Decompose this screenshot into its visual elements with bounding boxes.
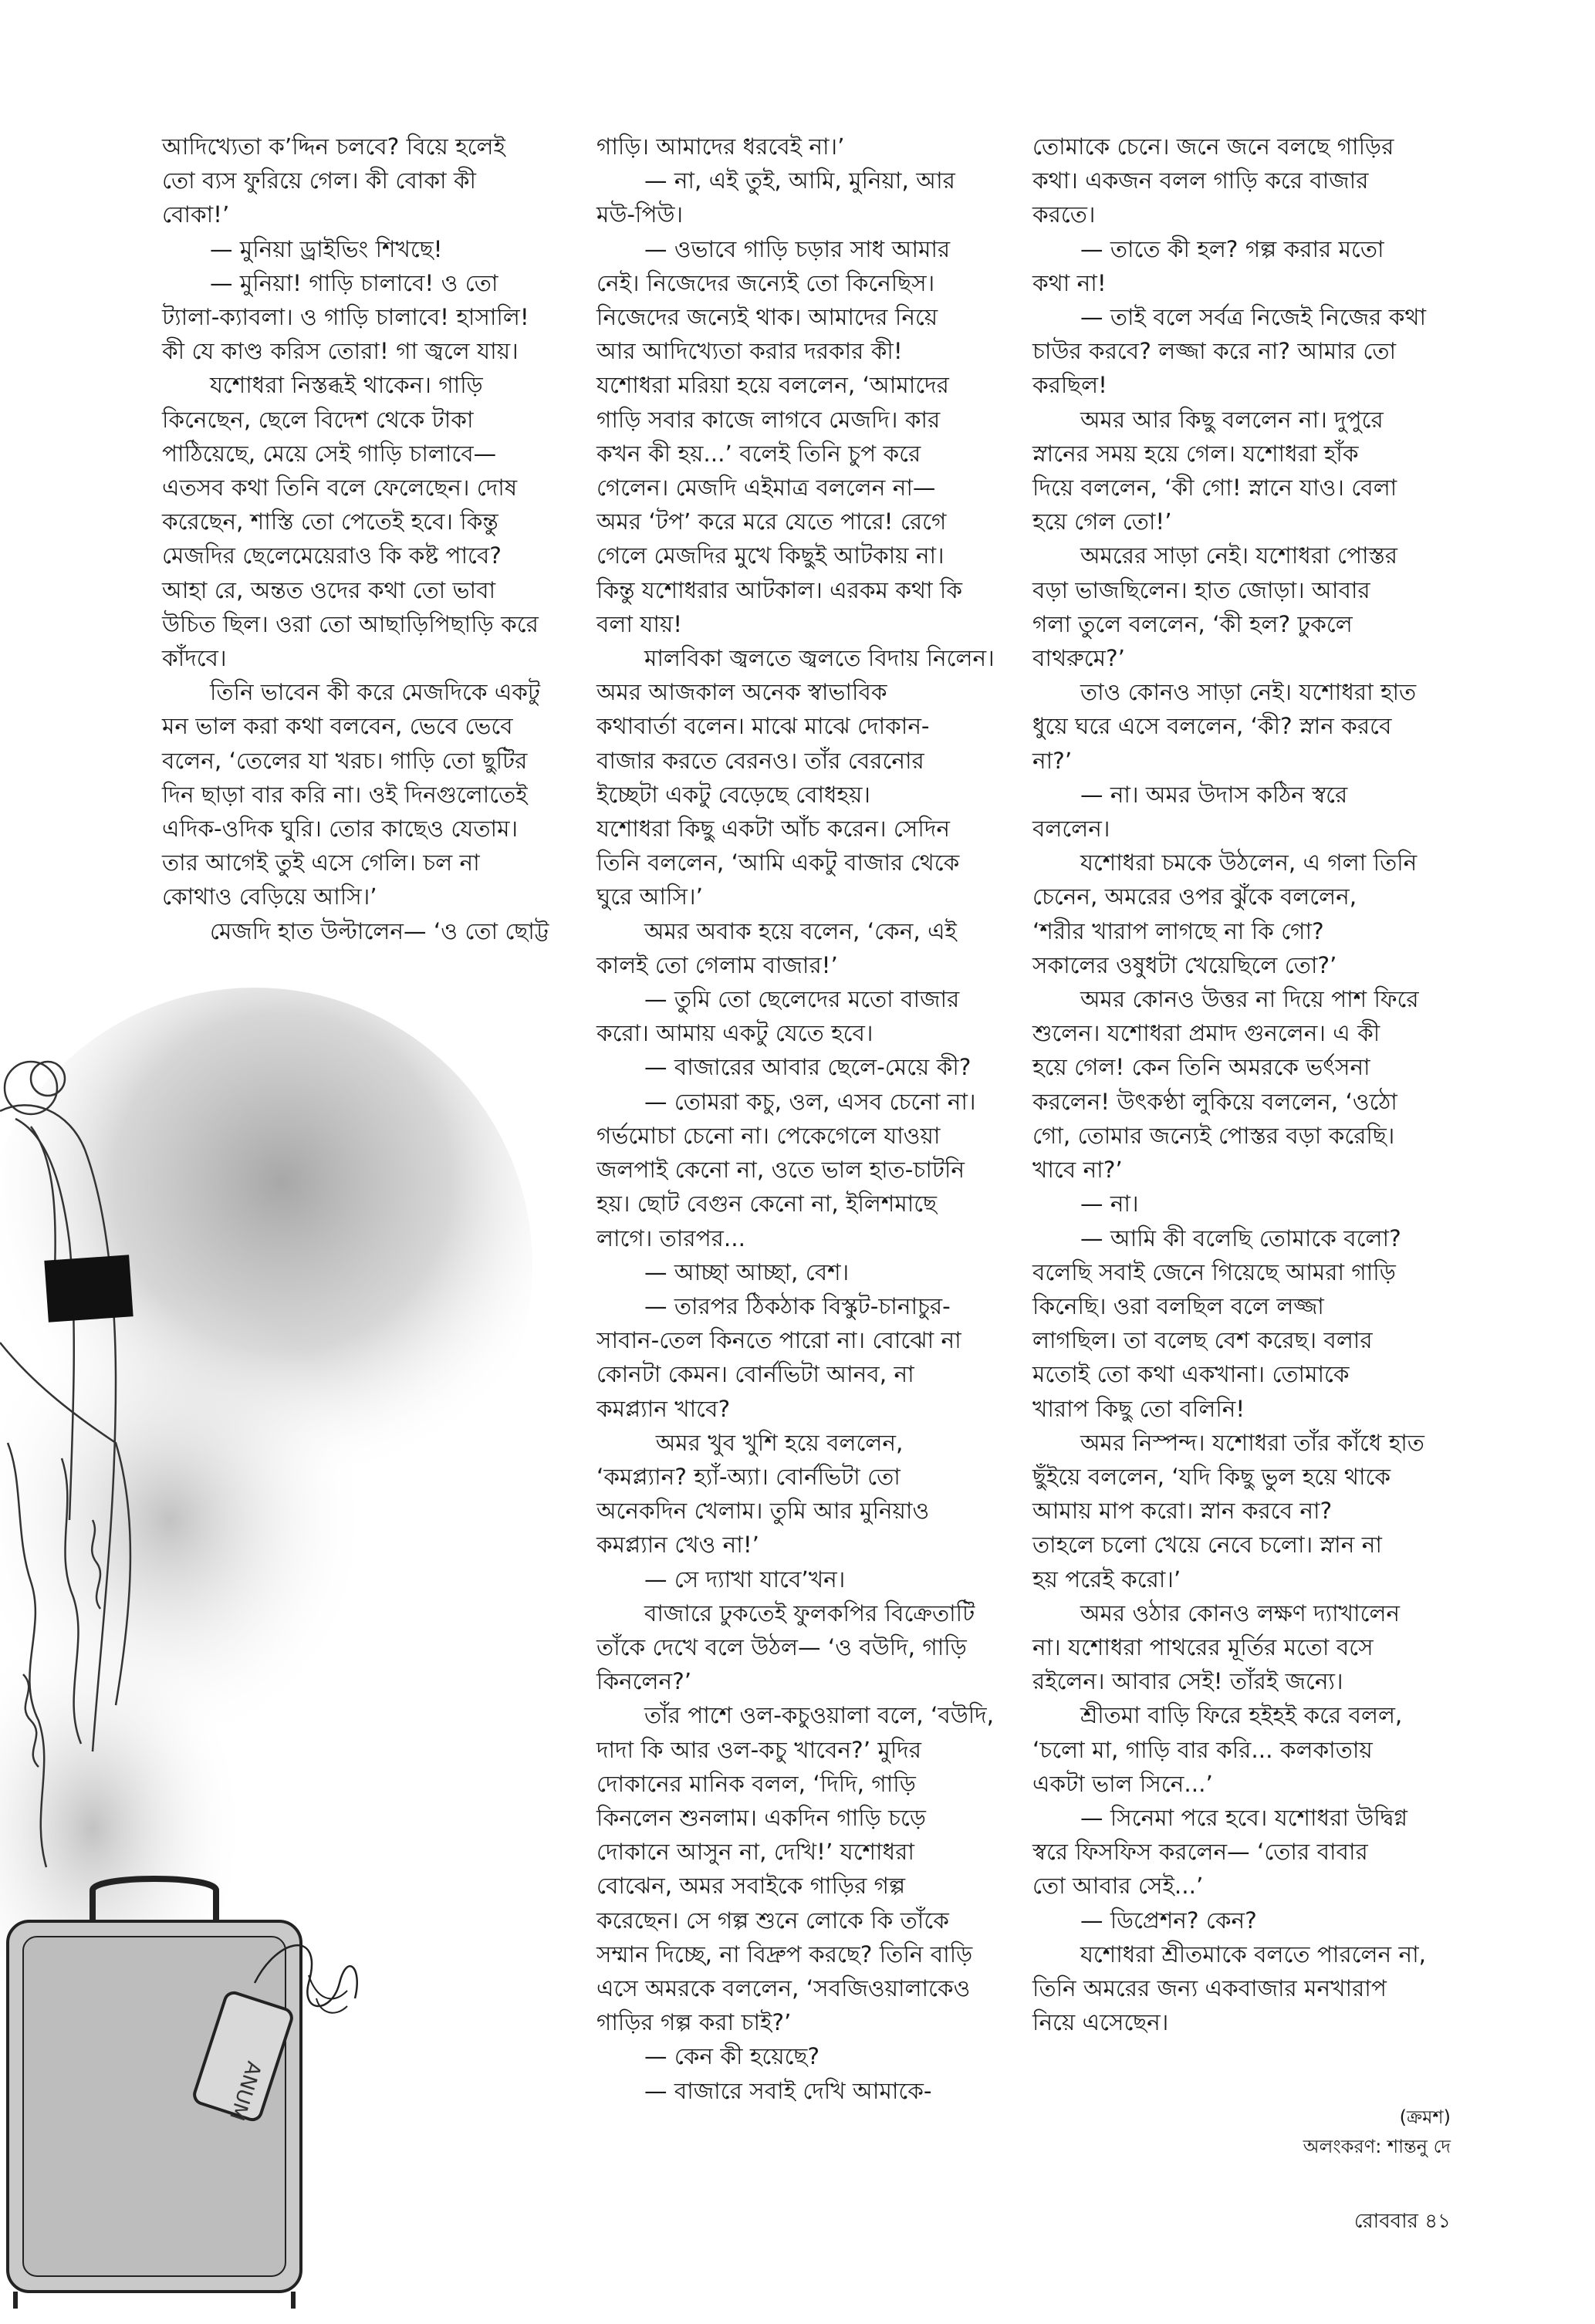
text-line: কিনেছি। ওরা বলছিল বলে লজ্জা bbox=[1032, 1292, 1324, 1319]
text-line: তো আবার সেই...’ bbox=[1032, 1873, 1204, 1900]
text-line: কিনলেন শুনলাম। একদিন গাড়ি চড়ে bbox=[596, 1804, 926, 1831]
text-line: তিনি অমরের জন্য একবাজার মনখারাপ bbox=[1032, 1974, 1387, 2001]
text-line: শুলেন। যশোধরা প্রমাদ গুনলেন। এ কী bbox=[1032, 1020, 1380, 1047]
text-line: সাবান-তেল কিনতে পারো না। বোঝো না bbox=[596, 1327, 961, 1354]
text-line: খাবে না?’ bbox=[1032, 1157, 1123, 1184]
text-line: অমর ওঠার কোনও লক্ষণ দ্যাখালেন bbox=[1080, 1599, 1401, 1626]
text-line: দাদা কি আর ওল-কচু খাবেন?’ মুদির bbox=[596, 1736, 921, 1763]
text-line: চেনেন, অমরের ওপর ঝুঁকে বললেন, bbox=[1032, 883, 1357, 910]
text-line: গলা তুলে বললেন, ‘কী হল? ঢুকলে bbox=[1032, 610, 1353, 637]
text-line: বোঝেন, অমর সবাইকে গাড়ির গল্প bbox=[596, 1873, 906, 1900]
text-line: — বাজারের আবার ছেলে-মেয়ে কী? bbox=[644, 1054, 972, 1081]
text-line: ঘুরে আসি।’ bbox=[596, 883, 703, 910]
text-line: অমর আর কিছু বললেন না। দুপুরে bbox=[1080, 406, 1384, 433]
text-line: কথা না! bbox=[1032, 269, 1107, 296]
text-line: — আচ্ছা আচ্ছা, বেশ। bbox=[644, 1258, 850, 1285]
text-line: করলেন! উৎকণ্ঠা লুকিয়ে বললেন, ‘ওঠো bbox=[1032, 1088, 1397, 1115]
text-line: আমায় মাপ করো। স্নান করবে না? bbox=[1032, 1498, 1333, 1525]
text-line: তাঁকে দেখে বলে উঠল— ‘ও বউদি, গাড়ি bbox=[596, 1633, 967, 1660]
text-line: ‘কমপ্ল্যান? হ্যাঁ-অ্যা। বোর্নভিটা তো bbox=[596, 1463, 901, 1490]
text-line: মেজদি হাত উল্টালেন— ‘ও তো ছোট্ট bbox=[209, 917, 549, 944]
text-line: নেই। নিজেদের জন্যেই তো কিনেছিস। bbox=[596, 269, 935, 296]
text-line: নিয়ে এসেছেন। bbox=[1032, 2009, 1169, 2036]
text-line: পাঠিয়েছে, মেয়ে সেই গাড়ি চালাবে— bbox=[162, 440, 497, 467]
text-line: — তাই বলে সর্বত্র নিজেই নিজের কথা bbox=[1080, 304, 1427, 331]
text-line: কখন কী হয়...’ বলেই তিনি চুপ করে bbox=[596, 440, 921, 467]
continued-label: (ক্রমশ) bbox=[1399, 2106, 1451, 2128]
text-line: — আমি কী বলেছি তোমাকে বলো? bbox=[1080, 1224, 1401, 1252]
text-line: তো ব্যস ফুরিয়ে গেল। কী বোকা কী bbox=[162, 167, 476, 194]
text-line: বাজারে ঢুকতেই ফুলকপির বিক্রেতাটি bbox=[644, 1599, 975, 1626]
text-line: গাড়ির গল্প করা চাই?’ bbox=[596, 2009, 792, 2036]
text-line: কমপ্ল্যান খাবে? bbox=[596, 1395, 731, 1422]
text-line: না?’ bbox=[1032, 747, 1073, 774]
text-line: সম্মান দিচ্ছে, না বিদ্রুপ করছে? তিনি বাড়ি bbox=[596, 1941, 973, 1968]
text-line: ধুয়ে ঘরে এসে বললেন, ‘কী? স্নান করবে bbox=[1032, 713, 1392, 740]
text-line: কোনটা কেমন। বোর্নভিটা আনব, না bbox=[596, 1361, 914, 1388]
text-line: তোমাকে চেনে। জনে জনে বলছে গাড়ির bbox=[1032, 133, 1394, 160]
text-line: — ওভাবে গাড়ি চড়ার সাধ আমার bbox=[644, 235, 951, 262]
text-line: অনেকদিন খেলাম। তুমি আর মুনিয়াও bbox=[596, 1498, 930, 1525]
text-line: দিয়ে বললেন, ‘কী গো! স্নানে যাও। বেলা bbox=[1032, 475, 1397, 502]
text-line: অমর নিস্পন্দ। যশোধরা তাঁর কাঁধে হাত bbox=[1080, 1429, 1424, 1456]
text-line: অমর খুব খুশি হয়ে বললেন, bbox=[655, 1429, 904, 1456]
text-line: লাগে। তারপর... bbox=[596, 1224, 745, 1252]
text-line: — তাতে কী হল? গল্প করার মতো bbox=[1080, 235, 1384, 262]
text-line: মন ভাল করা কথা বলবেন, ভেবে ভেবে bbox=[162, 713, 513, 740]
text-line: দিন ছাড়া বার করি না। ওই দিনগুলোতেই bbox=[162, 781, 528, 808]
text-line: বোকা!’ bbox=[162, 201, 230, 228]
text-line: এদিক-ওদিক ঘুরি। তোর কাছেও যেতাম। bbox=[162, 816, 519, 843]
text-line: তার আগেই তুই এসে গেলি। চল না bbox=[162, 850, 480, 877]
text-line: নিজেদের জন্যেই থাক। আমাদের নিয়ে bbox=[596, 304, 938, 331]
text-line: — ডিপ্রেশন? কেন? bbox=[1080, 1907, 1257, 1934]
text-line: তাও কোনও সাড়া নেই। যশোধরা হাত bbox=[1080, 679, 1417, 706]
text-line: মেজদির ছেলেমেয়েরাও কি কষ্ট পাবে? bbox=[162, 542, 502, 569]
text-line: হয় পরেই করো।’ bbox=[1032, 1566, 1181, 1593]
text-line: গাড়ি। আমাদের ধরবেই না।’ bbox=[596, 133, 845, 160]
text-line: — মুনিয়া ড্রাইভিং শিখছে! bbox=[209, 235, 443, 262]
text-line: এসে অমরকে বললেন, ‘সবজিওয়ালাকেও bbox=[596, 1974, 971, 2001]
text-line: গেলে মেজদির মুখে কিছুই আটকায় না। bbox=[596, 542, 944, 569]
text-line: গেলেন। মেজদি এইমাত্র বললেন না— bbox=[596, 475, 936, 502]
text-line: মালবিকা জ্বলতে জ্বলতে বিদায় নিলেন। bbox=[644, 645, 995, 672]
text-line: কাঁদবে। bbox=[162, 645, 227, 672]
text-line: হয়ে গেল তো!’ bbox=[1032, 508, 1172, 535]
text-line: কিনেছেন, ছেলে বিদেশ থেকে টাকা bbox=[162, 406, 474, 433]
text-line: ইচ্ছেটা একটু বেড়েছে বোধহয়। bbox=[596, 781, 870, 808]
luggage-tag-text: ANUM bbox=[225, 2058, 265, 2123]
text-line: — বাজারে সবাই দেখি আমাকে- bbox=[644, 2077, 932, 2104]
text-line: উচিত ছিল। ওরা তো আছাড়িপিছাড়ি করে bbox=[162, 610, 539, 637]
text-line: গাড়ি সবার কাজে লাগবে মেজদি। কার bbox=[596, 406, 941, 433]
text-line: — সিনেমা পরে হবে। যশোধরা উদ্বিগ্ন bbox=[1080, 1804, 1407, 1831]
text-line: হয়ে গেল! কেন তিনি অমরকে ভর্ৎসনা bbox=[1032, 1054, 1370, 1081]
text-line: গর্ভমোচা চেনো না। পেকেগেলে যাওয়া bbox=[596, 1122, 941, 1149]
text-line: মউ-পিউ। bbox=[596, 201, 683, 228]
text-line: জলপাই কেনো না, ওতে ভাল হাত-চাটনি bbox=[596, 1157, 965, 1184]
text-line: যশোধরা চমকে উঠলেন, এ গলা তিনি bbox=[1080, 850, 1418, 877]
text-line: করেছেন, শাস্তি তো পেতেই হবে। কিন্তু bbox=[162, 508, 498, 535]
illustration-credit: অলংকরণ: শান্তনু দে bbox=[1303, 2136, 1451, 2157]
text-line: ট্যালা-ক্যাবলা। ও গাড়ি চালাবে! হাসালি! bbox=[162, 304, 529, 331]
text-line: — তুমি তো ছেলেদের মতো বাজার bbox=[644, 986, 960, 1013]
text-line: না। যশোধরা পাথরের মূর্তির মতো বসে bbox=[1032, 1633, 1374, 1660]
text-line: কথাবার্তা বলেন। মাঝে মাঝে দোকান- bbox=[596, 713, 930, 740]
text-line: দোকানে আসুন না, দেখি!’ যশোধরা bbox=[596, 1839, 914, 1866]
text-line: অমর আজকাল অনেক স্বাভাবিক bbox=[596, 679, 887, 706]
text-line: কমপ্ল্যান খেও না!’ bbox=[596, 1532, 760, 1559]
text-line: আর আদিখ্যেতা করার দরকার কী! bbox=[596, 338, 903, 365]
text-line: বললেন। bbox=[1032, 816, 1110, 843]
text-line: যশোধরা শ্রীতমাকে বলতে পারলেন না, bbox=[1080, 1941, 1427, 1968]
text-line: — কেন কী হয়েছে? bbox=[644, 2043, 819, 2070]
text-line: লাগছিল। তা বলেছ বেশ করেছ। বলার bbox=[1032, 1327, 1373, 1354]
text-line: — তোমরা কচু, ওল, এসব চেনো না। bbox=[644, 1088, 976, 1115]
text-line: যশোধরা কিছু একটা আঁচ করেন। সেদিন bbox=[596, 816, 950, 843]
text-line: শ্রীতমা বাড়ি ফিরে হইহই করে বলল, bbox=[1080, 1702, 1403, 1729]
text-line: স্নানের সময় হয়ে গেল। যশোধরা হাঁক bbox=[1032, 440, 1359, 467]
text-column-3 bbox=[1032, 130, 1449, 2039]
text-line: বলেছি সবাই জেনে গিয়েছে আমরা গাড়ি bbox=[1032, 1258, 1396, 1285]
text-line: যশোধরা মরিয়া হয়ে বললেন, ‘আমাদের bbox=[596, 372, 949, 399]
text-line: তাহলে চলো খেয়ে নেবে চলো। স্নান না bbox=[1032, 1532, 1382, 1559]
text-line: কিন্তু যশোধরার আটকাল। এরকম কথা কি bbox=[596, 576, 962, 603]
text-line: একটা ভাল সিনে...’ bbox=[1032, 1770, 1213, 1797]
text-line: আদিখ্যেতা ক’দ্দিন চলবে? বিয়ে হলেই bbox=[162, 133, 505, 160]
text-line: সকালের ওষুধটা খেয়েছিলে তো?’ bbox=[1032, 951, 1337, 978]
text-line: করতে। bbox=[1032, 201, 1096, 228]
text-line: খারাপ কিছু তো বলিনি! bbox=[1032, 1395, 1245, 1422]
text-line: ছুঁইয়ে বললেন, ‘যদি কিছু ভুল হয়ে থাকে bbox=[1032, 1463, 1391, 1490]
text-line: বলেন, ‘তেলের যা খরচ। গাড়ি তো ছুটির bbox=[162, 747, 528, 774]
text-line: তিনি ভাবেন কী করে মেজদিকে একটু bbox=[209, 679, 540, 706]
text-line: অমর ‘টপ’ করে মরে যেতে পারে! রেগে bbox=[596, 508, 947, 535]
text-line: কিনলেন?’ bbox=[596, 1668, 692, 1695]
text-line: এতসব কথা তিনি বলে ফেলেছেন। দোষ bbox=[162, 475, 518, 502]
text-line: তিনি বললেন, ‘আমি একটু বাজার থেকে bbox=[596, 850, 960, 877]
text-column-1 bbox=[162, 130, 571, 948]
text-line: যশোধরা নিস্তব্ধই থাকেন। গাড়ি bbox=[209, 372, 483, 399]
text-line: করো। আমায় একটু যেতে হবে। bbox=[596, 1020, 874, 1047]
text-line: বলা যায়! bbox=[596, 610, 683, 637]
text-line: — মুনিয়া! গাড়ি চালাবে! ও তো bbox=[209, 269, 498, 296]
text-line: কী যে কাণ্ড করিস তোরা! গা জ্বলে যায়। bbox=[162, 338, 519, 365]
text-line: রইলেন। আবার সেই! তাঁরই জন্যে। bbox=[1032, 1668, 1343, 1695]
text-line: — সে দ্যাখা যাবে’খন। bbox=[644, 1566, 846, 1593]
text-line: কথা। একজন বলল গাড়ি করে বাজার bbox=[1032, 167, 1369, 194]
suitcase-woman-illustration bbox=[0, 980, 594, 2324]
suitcase bbox=[8, 1879, 357, 2309]
text-line: করেছেন। সে গল্প শুনে লোকে কি তাঁকে bbox=[596, 1907, 949, 1934]
text-line: হয়। ছোট বেগুন কেনো না, ইলিশমাছে bbox=[596, 1191, 937, 1218]
text-line: তাঁর পাশে ওল-কচুওয়ালা বলে, ‘বউদি, bbox=[644, 1702, 995, 1729]
text-line: বড়া ভাজছিলেন। হাত জোড়া। আবার bbox=[1032, 576, 1370, 603]
text-line: মতোই তো কথা একখানা। তোমাকে bbox=[1032, 1361, 1350, 1388]
text-line: কোথাও বেড়িয়ে আসি।’ bbox=[162, 883, 377, 910]
text-line: — না। অমর উদাস কঠিন স্বরে bbox=[1080, 781, 1348, 808]
text-line: ‘চলো মা, গাড়ি বার করি... কলকাতায় bbox=[1032, 1736, 1373, 1763]
text-line: দোকানের মানিক বলল, ‘দিদি, গাড়ি bbox=[596, 1770, 916, 1797]
page-footer: রোববার ৪১ bbox=[1353, 2210, 1451, 2233]
text-line: করছিল! bbox=[1032, 372, 1107, 399]
byline bbox=[1119, 2103, 1451, 2161]
text-line: আহা রে, অন্তত ওদের কথা তো ভাবা bbox=[162, 576, 496, 603]
text-line: অমর কোনও উত্তর না দিয়ে পাশ ফিরে bbox=[1080, 986, 1419, 1013]
text-line: কালই তো গেলাম বাজার!’ bbox=[596, 951, 838, 978]
text-line: — না, এই তুই, আমি, মুনিয়া, আর bbox=[644, 167, 955, 194]
text-line: বাথরুমে?’ bbox=[1032, 645, 1125, 672]
text-line: বাজার করতে বেরনও। তাঁর বেরনোর bbox=[596, 747, 924, 774]
text-line: চাউর করবে? লজ্জা করে না? আমার তো bbox=[1032, 338, 1397, 365]
text-line: অমর অবাক হয়ে বলেন, ‘কেন, এই bbox=[644, 917, 957, 944]
text-line: — না। bbox=[1080, 1191, 1139, 1218]
text-line: ‘শরীর খারাপ লাগছে না কি গো? bbox=[1032, 917, 1324, 944]
text-line: — তারপর ঠিকঠাক বিস্কুট-চানাচুর- bbox=[644, 1292, 951, 1319]
text-column-2 bbox=[596, 130, 1021, 2108]
text-line: অমরের সাড়া নেই। যশোধরা পোস্তর bbox=[1080, 542, 1397, 569]
text-line: স্বরে ফিসফিস করলেন— ‘তোর বাবার bbox=[1032, 1839, 1368, 1866]
text-line: গো, তোমার জন্যেই পোস্তর বড়া করেছি। bbox=[1032, 1122, 1395, 1149]
